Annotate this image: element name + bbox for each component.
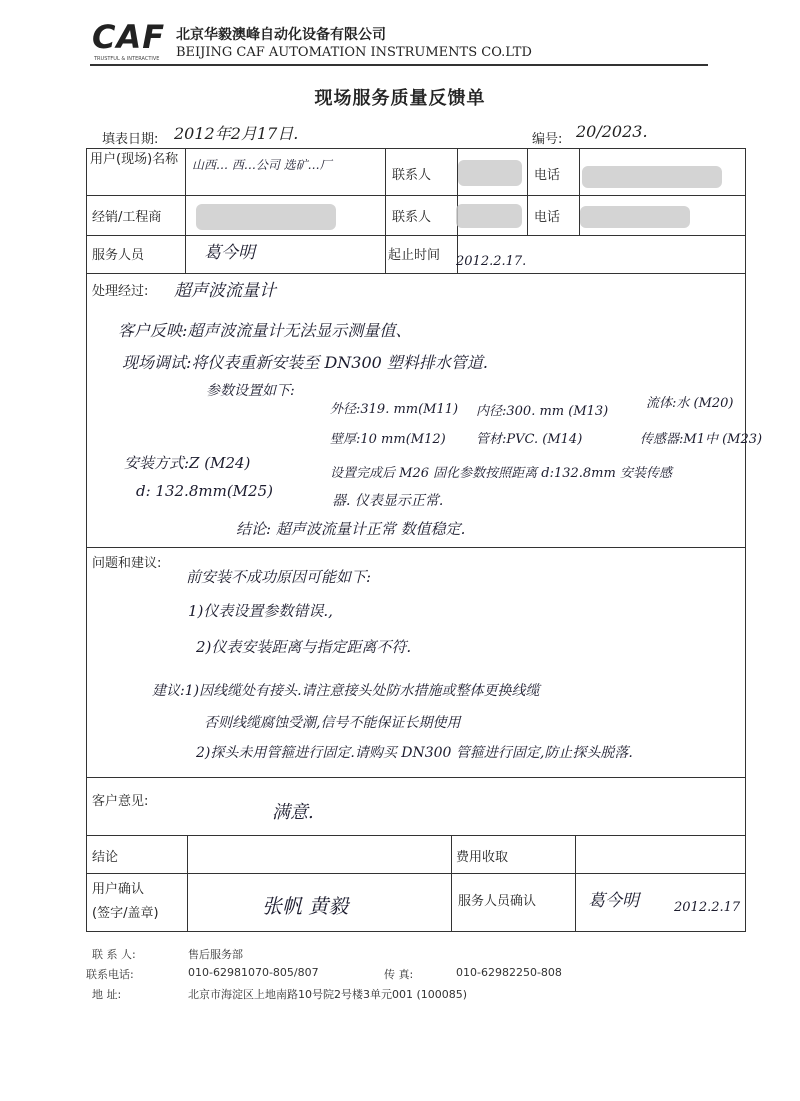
serial-value: 20/2023. [576,122,648,141]
redacted-dealer [196,204,336,230]
time-value: 2012.2.17. [456,254,527,269]
redacted-phone-2 [580,206,690,228]
process-line-2: 现场调试:将仪表重新安装至 DN300 塑料排水管道. [122,353,489,372]
user-confirm-sub: (签字/盖章) [92,906,159,921]
footer-address-value: 北京市海淀区上地南路10号院2号楼3单元001 (100085) [188,988,468,1001]
fill-date-label: 填表日期: [102,132,159,147]
service-staff-value: 葛今明 [204,243,255,263]
conclusion-label: 结论 [92,850,119,865]
param-sensor: 传感器:M1中 (M23) [640,432,763,447]
company-name-cn: 北京华毅澳峰自动化设备有限公司 [176,27,386,43]
issues-line-2: 1)仪表设置参数错误., [188,602,333,620]
redacted-phone [582,166,722,188]
user-site-label: 用户(现场)名称 [90,152,179,167]
footer-contact-value: 售后服务部 [188,948,243,961]
staff-confirm-label: 服务人员确认 [458,894,537,909]
process-line-1: 客户反映:超声波流量计无法显示测量值、 [118,321,412,340]
param-inner-diameter: 内径:300. mm (M13) [476,404,609,419]
user-site-value: 山西… 西…公司 选矿…厂 [192,158,332,172]
footer-tel-value: 010-62981070-805/807 [188,966,319,979]
user-confirm-signature: 张帆 黄毅 [262,894,349,918]
process-note-1: 设置完成后 M26 固化参数按照距离 d:132.8mm 安装传感 [330,466,672,481]
dealer-label: 经销/工程商 [92,210,162,225]
feedback-form-table [86,148,746,932]
issues-line-4: 建议:1)因线缆处有接头.请注意接头处防水措施或整体更换线缆 [152,683,540,699]
param-distance: d: 132.8mm(M25) [136,482,273,500]
phone-label-2: 电话 [534,210,561,225]
staff-signature: 葛今明 [588,891,639,911]
issues-line-1: 前安装不成功原因可能如下: [186,568,372,586]
service-staff-label: 服务人员 [92,248,145,263]
param-medium: 流体:水 (M20) [646,396,734,411]
opinion-label: 客户意见: [92,794,149,809]
process-conclusion: 结论: 超声波流量计正常 数值稳定. [236,520,466,538]
logo-tagline: TRUSTFUL & INTERACTIVE [94,56,160,62]
footer-contact-label: 联 系 人: [92,948,136,961]
phone-label: 电话 [534,168,561,183]
param-outer-diameter: 外径:319. mm(M11) [330,402,459,417]
redacted-contact-2 [456,204,522,228]
issues-line-3: 2)仪表安装距离与指定距离不符. [196,638,412,656]
opinion-value: 满意. [272,802,314,823]
serial-label: 编号: [532,132,563,147]
footer-fax-label: 传 真: [384,968,414,981]
process-heading: 超声波流量计 [174,281,276,301]
issues-label: 问题和建议: [92,556,162,571]
issues-line-6: 2)探头未用管箍进行固定.请购买 DN300 管箍进行固定,防止探头脱落. [196,745,633,761]
fee-label: 费用收取 [456,850,509,865]
process-label: 处理经过: [92,284,149,299]
header-divider [90,64,708,66]
fill-date-value: 2012年2月17日. [174,124,299,143]
param-wall-thickness: 壁厚:10 mm(M12) [330,432,446,447]
process-note-2: 器. 仪表显示正常. [332,493,444,509]
param-pipe-material: 管材:PVC. (M14) [476,432,583,447]
footer-address-label: 地 址: [92,988,122,1001]
param-install-method: 安装方式:Z (M24) [124,454,251,472]
staff-sign-date: 2012.2.17 [674,900,741,915]
params-label: 参数设置如下: [206,383,295,399]
company-name-en: BEIJING CAF AUTOMATION INSTRUMENTS CO.LTD [176,45,532,60]
footer-tel-label: 联系电话: [86,968,134,981]
form-title: 现场服务质量反馈单 [314,88,486,109]
logo-text: CAF [92,18,166,56]
user-confirm-label: 用户确认 [92,882,145,897]
time-label: 起止时间 [388,248,441,263]
contact-label-2: 联系人 [392,210,432,225]
issues-line-5: 否则线缆腐蚀受潮,信号不能保证长期使用 [204,715,461,731]
company-logo [92,18,172,62]
contact-label: 联系人 [392,168,432,183]
redacted-contact [458,160,522,186]
footer-fax-value: 010-62982250-808 [456,966,562,979]
